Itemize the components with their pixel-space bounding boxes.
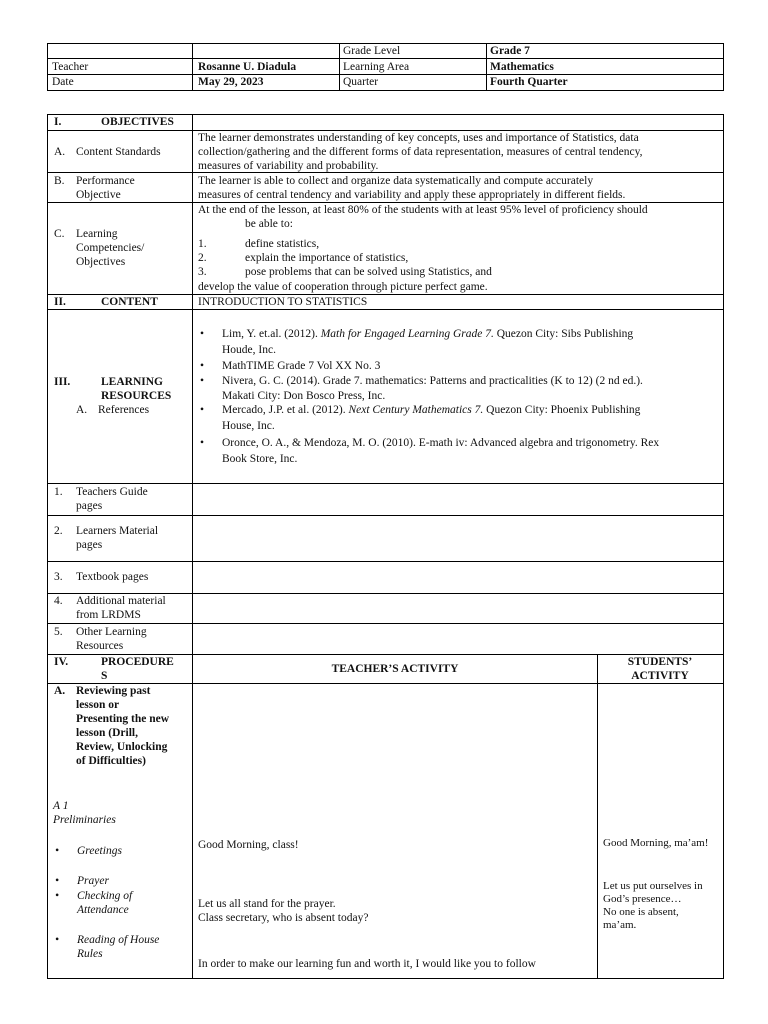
reference-text: Mercado, J.P. et al. (2012). [222,404,349,416]
reference-text: Nivera, G. C. (2014). Grade 7. mathematics: Patterns and practicalities (K to 12) (2 nd ed.). [222,375,643,387]
header-quarter-value: Fourth Quarter [490,76,568,88]
student-line-greeting: Good Morning, ma’am! [603,837,709,849]
reference-line2: Makati City: Don Bosco Press, Inc. [222,390,386,402]
reference-line2: Book Store, Inc. [222,453,298,465]
performance-num: B. [54,175,65,187]
competency-item-text: explain the importance of statistics, [245,252,409,264]
a1-title: A 1 [53,800,69,812]
content-standards-num: A. [54,146,66,158]
competencies-intro: At the end of the lesson, at least 80% of the students with at least 95% level of proficiency should [198,204,648,216]
preliminary-item-greetings: • Greetings [77,844,122,858]
procedure-a-title: of Difficulties) [76,755,146,767]
header-date-value: May 29, 2023 [198,76,264,88]
reference-item [222,374,643,388]
resource-item-label: Other Learning [76,626,147,638]
competencies-intro: be able to: [245,218,293,230]
references-num: A. [76,404,88,416]
procedure-a-title: lesson (Drill, [76,727,138,739]
header-grade-level-label: Grade Level [343,45,401,57]
procedures-num: IV. [54,656,69,668]
resource-item-label: Resources [76,640,124,652]
student-line-prayer: Let us put ourselves in [603,880,703,892]
performance-line: The learner is able to collect and organize data systematically and compute accurately [198,175,594,187]
content-title: CONTENT [101,296,158,308]
resource-item-num: 5. [54,626,63,638]
reference-text: Lim, Y. et.al. (2012). [222,328,321,340]
competencies-num: C. [54,228,65,240]
reference-line2: Houde, Inc. [222,344,276,356]
resource-item-num: 1. [54,486,63,498]
competency-item-num: 3. [198,266,207,278]
resource-item-label: Additional material [76,595,166,607]
resource-item-num: 2. [54,525,63,537]
content-standards-line: measures of variability and probability. [198,160,379,172]
teacher-activity-header: TEACHER’S ACTIVITY [331,663,459,675]
reference-item [222,327,633,341]
resource-item-label: Textbook pages [76,571,149,583]
resource-row-value [47,515,724,562]
competencies-closing: develop the value of cooperation through picture perfect game. [198,281,488,293]
reference-text: Oronce, O. A., & Mendoza, M. O. (2010). E-math iv: Advanced algebra and trigonometry. Rex [222,437,660,449]
header-date-label: Date [52,76,74,88]
students-activity-header: STUDENTS’ [627,656,693,668]
reference-title: Next Century Mathematics 7. [348,404,484,416]
reference-item [222,403,640,417]
header-learning-area-label: Learning Area [343,61,410,73]
student-line-prayer: God’s presence… [603,893,682,905]
resource-row-value [47,483,724,516]
student-line-absent: ma’am. [603,919,637,931]
reference-line2: House, Inc. [222,420,275,432]
a1-subtitle: Preliminaries [53,814,116,826]
performance-label: Performance [76,175,135,187]
performance-label: Objective [76,189,121,201]
preliminary-item-attendance-line2: Attendance [77,904,129,916]
content-num: II. [54,296,66,308]
competencies-label: Competencies/ [76,242,145,254]
objectives-title: OBJECTIVES [101,116,174,128]
reference-item [222,359,380,373]
preliminary-item-attendance: • Checking of [77,889,132,903]
procedure-a-title: Review, Unlocking [76,741,168,753]
header-learning-area-value: Mathematics [490,61,554,73]
resources-title: RESOURCES [101,390,172,402]
header-quarter-label: Quarter [343,76,379,88]
resource-item-num: 3. [54,571,63,583]
references-label: References [98,404,150,416]
resource-row-value [47,623,724,655]
resource-item-label: pages [76,500,103,512]
objectives-num: I. [54,116,62,128]
resources-num: III. [54,376,71,388]
competencies-label: Learning [76,228,118,240]
header-cell [47,74,724,91]
competency-item-text: pose problems that can be solved using Statistics, and [245,266,492,278]
resource-item-label: pages [76,539,103,551]
procedure-a-title: Reviewing past [76,685,151,697]
competency-item-text: define statistics, [245,238,320,250]
reference-text: MathTIME Grade 7 Vol XX No. 3 [222,360,381,372]
reference-item [222,436,659,450]
reference-title: Math for Engaged Learning Grade 7. [320,328,494,340]
content-standards-line: The learner demonstrates understanding of key concepts, uses and importance of Statistics, data [198,132,639,144]
performance-line: measures of central tendency and variability and apply these appropriately in different fields. [198,189,626,201]
header-grade-level-value: Grade 7 [490,45,530,57]
competency-item-num: 1. [198,238,207,250]
preliminary-item-house-rules: • Reading of House [77,933,159,947]
procedure-a-title: lesson or [76,699,120,711]
content-standards-label: Content Standards [76,146,161,158]
resource-item-label: Learners Material [76,525,159,537]
preliminary-item-house-rules-line2: Rules [77,948,103,960]
competencies-label: Objectives [76,256,126,268]
procedures-title: PROCEDURE [101,656,174,668]
preliminary-item-prayer: • Prayer [77,874,109,888]
teacher-line-greeting: Good Morning, class! [198,839,299,851]
resource-row-value [47,561,724,594]
competency-item-num: 2. [198,252,207,264]
teacher-line-prayer: Let us all stand for the prayer. [198,898,336,910]
content-value: INTRODUCTION TO STATISTICS [198,296,368,308]
resources-title: LEARNING [101,376,163,388]
procedure-a-title: Presenting the new [76,713,170,725]
reference-text: Quezon City: Sibs Publishing [493,328,634,340]
procedure-a-num: A. [54,685,66,697]
students-activity-header: ACTIVITY [631,670,689,682]
procedures-title: S [101,670,108,682]
reference-text: Quezon City: Phoenix Publishing [483,404,641,416]
teacher-line-rules: In order to make our learning fun and worth it, I would like you to follow [198,958,536,970]
content-standards-line: collection/gathering and the different forms of data representation, measures of central tendency, [198,146,643,158]
header-teacher-value: Rosanne U. Diadula [198,61,297,73]
resource-item-label: from LRDMS [76,609,141,621]
student-line-absent: No one is absent, [603,906,679,918]
teacher-line-attendance: Class secretary, who is absent today? [198,912,369,924]
resource-item-label: Teachers Guide [76,486,148,498]
resource-item-num: 4. [54,595,63,607]
header-teacher-label: Teacher [52,61,89,73]
